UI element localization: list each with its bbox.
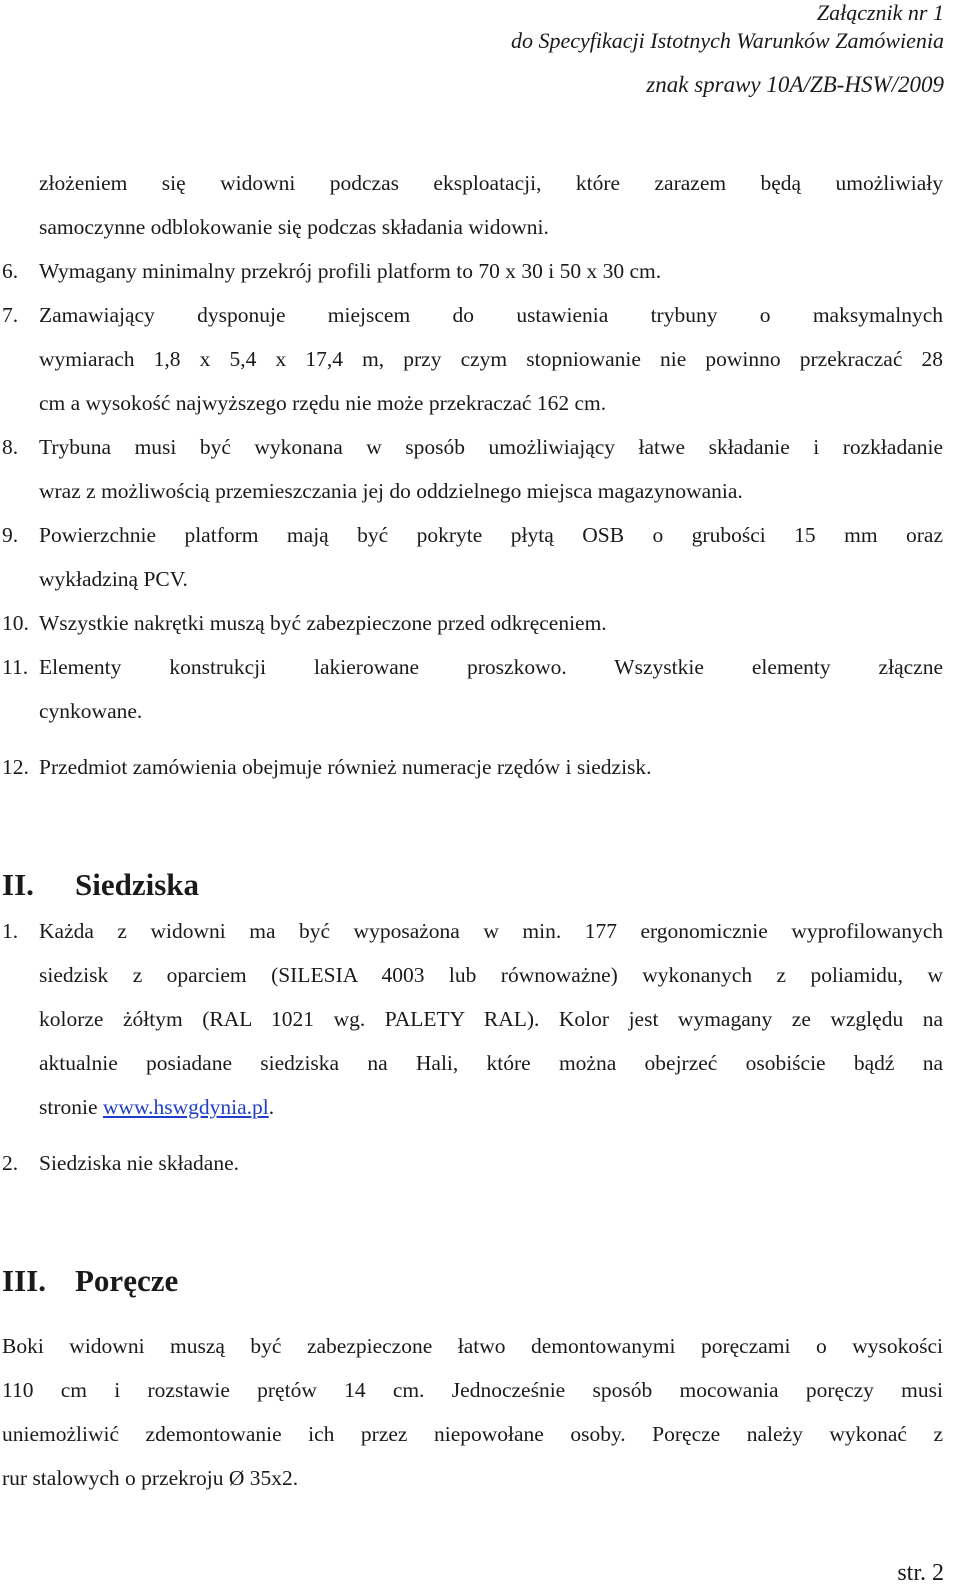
list-item-text: Wymagany minimalny przekrój profili platform to 70 x 30 i 50 x 30 cm. <box>39 259 662 283</box>
section-number: II. <box>2 867 34 902</box>
list-item-text: kolorze żółtym (RAL 1021 wg. PALETY RAL). Kolor jest wymagany ze względu na <box>39 1007 943 1031</box>
list-number: 1. <box>2 919 19 943</box>
header-specification: do Specyfikacji Istotnych Warunków Zamówienia <box>510 28 944 53</box>
page-number: str. 2 <box>897 1560 944 1586</box>
list-item-text <box>39 1097 274 1119</box>
list-item-text: wykładziną PCV. <box>39 567 188 591</box>
list-item-text: Każda z widowni ma być wyposażona w min. 177 ergonomicznie wyprofilowanych <box>39 919 943 943</box>
list-number: 8. <box>2 435 19 459</box>
paragraph-line: rur stalowych o przekroju Ø 35x2. <box>2 1466 299 1490</box>
intro-line: złożeniem się widowni podczas eksploatacji, które zarazem będą umożliwiały <box>39 171 943 195</box>
list-item-text: cm a wysokość najwyższego rzędu nie może przekraczać 162 cm. <box>39 391 607 415</box>
list-item-text: Wszystkie nakrętki muszą być zabezpieczone przed odkręceniem. <box>39 611 607 635</box>
list-item-text: aktualnie posiadane siedziska na Hali, które można obejrzeć osobiście bądź na <box>39 1051 943 1075</box>
list-number: 10. <box>2 611 29 635</box>
header-annex: Załącznik nr 1 <box>816 0 944 25</box>
section-number: III. <box>2 1263 46 1298</box>
list-item-text: cynkowane. <box>39 699 143 723</box>
list-number: 2. <box>2 1151 19 1175</box>
list-item-text: Trybuna musi być wykonana w sposób umożliwiający łatwe składanie i rozkładanie <box>39 435 943 459</box>
list-item-text: wymiarach 1,8 x 5,4 x 17,4 m, przy czym stopniowanie nie powinno przekraczać 28 <box>39 347 943 371</box>
paragraph-line: uniemożliwić zdemontowanie ich przez niepowołane osoby. Poręcze należy wykonać z <box>2 1422 943 1446</box>
paragraph-line: Boki widowni muszą być zabezpieczone łatwo demontowanymi poręczami o wysokości <box>2 1334 943 1358</box>
section-title: Poręcze <box>75 1263 179 1298</box>
list-item-text: Powierzchnie platform mają być pokryte płytą OSB o grubości 15 mm oraz <box>39 523 943 547</box>
paragraph-line: 110 cm i rozstawie prętów 14 cm. Jednocześnie sposób mocowania poręczy musi <box>2 1378 943 1402</box>
section-title: Siedziska <box>75 867 200 902</box>
list-number: 12. <box>2 755 29 779</box>
list-item-text: Przedmiot zamówienia obejmuje również numeracje rzędów i siedzisk. <box>39 755 652 779</box>
list-item-text: Zamawiający dysponuje miejscem do ustawienia trybuny o maksymalnych <box>39 303 943 327</box>
list-item-text: siedzisk z oparciem (SILESIA 4003 lub równoważne) wykonanych z poliamidu, w <box>39 963 943 987</box>
intro-line: samoczynne odblokowanie się podczas składania widowni. <box>39 215 549 239</box>
website-link[interactable]: www.hswgdynia.pl <box>102 1095 269 1119</box>
link-suffix: . <box>268 1095 275 1119</box>
link-prefix: stronie <box>39 1095 103 1119</box>
list-item-text: Elementy konstrukcji lakierowane proszkowo. Wszystkie elementy złączne <box>39 655 943 679</box>
list-number: 11. <box>2 655 29 679</box>
list-item-text: Siedziska nie składane. <box>39 1151 240 1175</box>
header-case-number: znak sprawy 10A/ZB-HSW/2009 <box>646 72 944 97</box>
list-item-text: wraz z możliwością przemieszczania jej do oddzielnego miejsca magazynowania. <box>39 479 743 503</box>
list-number: 6. <box>2 259 19 283</box>
list-number: 7. <box>2 303 19 327</box>
list-number: 9. <box>2 523 19 547</box>
